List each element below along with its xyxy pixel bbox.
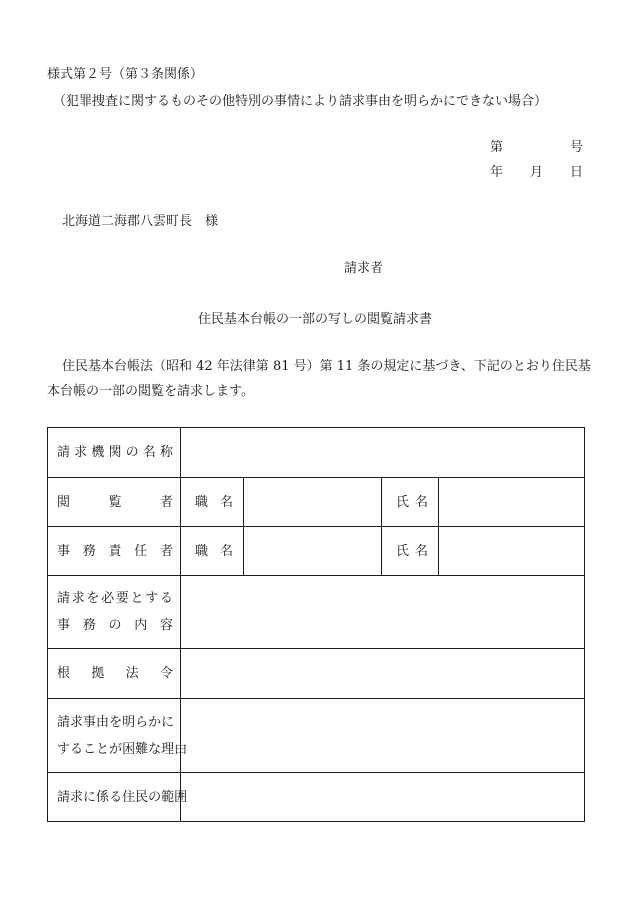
label-char: 氏: [396, 494, 410, 510]
label-cell-resident-scope: [48, 773, 188, 822]
label-char: す: [57, 741, 71, 757]
label-char: 称: [159, 445, 173, 460]
date-year: 年: [490, 165, 504, 180]
sub-label-cell-manager-name: [382, 527, 439, 576]
label-char: こ: [83, 741, 97, 757]
label-char: か: [148, 714, 162, 730]
label-cell-business-content: [48, 576, 181, 649]
label-char: 任: [134, 543, 148, 559]
date-month: 月: [529, 165, 543, 180]
label-reason-line1: [57, 709, 173, 736]
field-organization-name[interactable]: [181, 428, 585, 478]
sub-label-viewer-name: [396, 496, 428, 509]
sub-label-manager-title: [195, 545, 233, 558]
label-char: の: [125, 445, 139, 460]
field-manager-title[interactable]: [244, 527, 382, 576]
label-char: 覧: [108, 494, 122, 510]
label-char: 由: [96, 714, 110, 730]
label-char: 住: [122, 789, 136, 805]
label-char: を: [86, 591, 100, 606]
label-cell-manager: [48, 527, 181, 576]
request-form-table: [47, 427, 585, 822]
label-char: 拠: [91, 666, 105, 681]
label-cell-viewer: [48, 478, 181, 527]
label-char: 容: [159, 618, 173, 633]
label-char: 閲: [57, 494, 71, 510]
document-title: 住民基本台帳の一部の写しの閲覧請求書: [197, 312, 432, 327]
label-cell-organization: [48, 428, 181, 478]
label-char: 請: [57, 445, 71, 460]
label-char: 根: [57, 666, 71, 681]
label-char: る: [159, 591, 173, 606]
sub-label-cell-viewer-name: [382, 478, 439, 527]
label-char: 請: [57, 714, 71, 730]
label-char: 囲: [174, 789, 188, 805]
label-char: 名: [414, 494, 428, 510]
field-reason[interactable]: [181, 699, 585, 773]
label-business-content-line1: [57, 585, 173, 612]
label-char: 名: [219, 543, 233, 559]
label-char: 求: [70, 789, 84, 805]
label-char: 氏: [396, 543, 410, 559]
label-char: 難: [135, 741, 149, 757]
label-char: 者: [159, 543, 173, 559]
sub-label-manager-name: [396, 545, 428, 558]
label-cell-legal-basis: [48, 649, 181, 699]
label-char: る: [109, 789, 123, 805]
field-business-content[interactable]: [181, 576, 585, 649]
document-date: [490, 166, 583, 179]
row-viewer: [48, 478, 585, 527]
date-day: 日: [569, 165, 583, 180]
label-char: る: [70, 741, 84, 757]
label-char: 責: [108, 543, 122, 559]
label-char: 困: [122, 741, 136, 757]
field-manager-name[interactable]: [439, 527, 585, 576]
document-number-suffix: 号: [569, 140, 583, 155]
label-business-content-line2: [57, 612, 173, 639]
row-business-content: [48, 576, 585, 649]
row-reason: [48, 699, 585, 773]
label-char: を: [109, 714, 123, 730]
label-char: 求: [74, 445, 88, 460]
label-char: 求: [70, 714, 84, 730]
label-char: に: [161, 714, 175, 730]
label-char: 務: [82, 543, 96, 559]
label-char: 法: [125, 666, 139, 681]
label-char: 職: [195, 543, 209, 559]
label-char: 係: [96, 789, 110, 805]
sub-label-cell-viewer-title: [181, 478, 244, 527]
label-char: 者: [159, 494, 173, 510]
body-line-1: 住民基本台帳法（昭和 42 年法律第 81 号）第 11 条の規定に基づき、下記のとおり住民基: [62, 359, 591, 374]
label-char: 請: [57, 591, 71, 606]
label-cell-reason: [48, 699, 188, 773]
requester-label: 請求者: [344, 261, 384, 276]
label-char: に: [83, 789, 97, 805]
label-char: が: [109, 741, 123, 757]
label-char: 必: [101, 591, 115, 606]
label-char: 令: [159, 666, 173, 681]
row-manager: [48, 527, 585, 576]
row-resident-scope: [48, 773, 585, 822]
label-char: な: [148, 741, 162, 757]
label-char: ら: [135, 714, 149, 730]
field-resident-scope[interactable]: [181, 773, 585, 822]
label-char: と: [130, 591, 144, 606]
body-line-2: 本台帳の一部の閲覧を請求します。: [47, 384, 254, 399]
label-char: 要: [115, 591, 129, 606]
label-char: 名: [414, 543, 428, 559]
label-resident-scope: [57, 789, 188, 805]
sub-label-cell-manager-title: [181, 527, 244, 576]
label-char: 範: [161, 789, 175, 805]
label-char: 職: [195, 494, 209, 510]
label-char: の: [148, 789, 162, 805]
label-char: 理: [161, 741, 175, 757]
label-char: 請: [57, 789, 71, 805]
label-legal-basis: [57, 667, 173, 680]
label-char: の: [108, 618, 122, 633]
label-viewer: [57, 496, 173, 509]
label-char: 関: [108, 445, 122, 460]
label-reason-line2: [57, 736, 188, 763]
label-char: 機: [91, 445, 105, 460]
row-legal-basis: [48, 649, 585, 699]
field-legal-basis[interactable]: [181, 649, 585, 699]
sub-label-viewer-title: [195, 496, 233, 509]
field-viewer-name[interactable]: [439, 478, 585, 527]
label-char: 事: [57, 618, 71, 633]
label-char: と: [96, 741, 110, 757]
label-char: 事: [57, 543, 71, 559]
label-char: 名: [142, 445, 156, 460]
form-number: 様式第２号（第３条関係）: [47, 67, 204, 82]
addressee: 北海道二海郡八雲町長 様: [62, 214, 219, 229]
label-char: 求: [71, 591, 85, 606]
document-number-prefix: 第: [490, 140, 504, 155]
label-char: 事: [83, 714, 97, 730]
label-char: 務: [82, 618, 96, 633]
label-char: 内: [134, 618, 148, 633]
form-note: （犯罪捜査に関するものその他特別の事情により請求事由を明らかにできない場合）: [53, 94, 548, 109]
label-char: 民: [135, 789, 149, 805]
label-char: 名: [219, 494, 233, 510]
document-number: [490, 141, 583, 154]
label-char: 明: [122, 714, 136, 730]
field-viewer-title[interactable]: [244, 478, 382, 527]
label-char: 由: [174, 741, 188, 757]
row-requesting-organization: [48, 428, 585, 478]
label-requesting-organization: [57, 446, 173, 459]
label-manager: [57, 545, 173, 558]
label-char: す: [145, 591, 159, 606]
